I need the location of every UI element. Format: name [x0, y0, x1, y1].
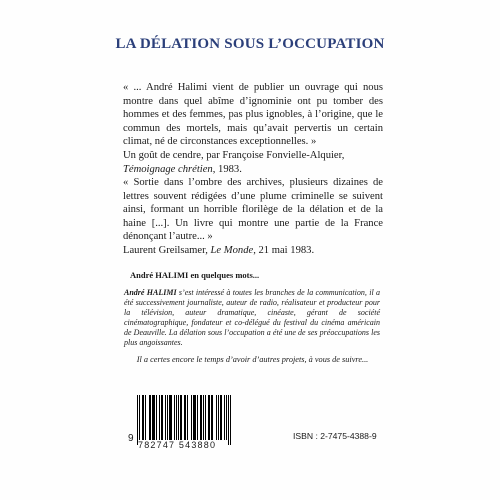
barcode-bar: [162, 395, 163, 440]
barcode-bar: [205, 395, 206, 440]
quote-2-source: [123, 244, 383, 258]
quote-2-source-suffix: , 21 mai 1983.: [253, 244, 315, 256]
quote-2-source-prefix: Laurent Greilsamer,: [123, 244, 211, 256]
quote-2-text: « Sortie dans l’ombre des archives, plusieurs dizaines de lettres souvent rédigées d’une plume criminelle se suivent ainsi, formant un horrible florilège de la délation et de la haine [...]. Un livre qui montre une partie de la France dénonçant l’autre... »: [123, 177, 383, 243]
barcode-bar: [154, 395, 155, 440]
barcode-bar: [139, 395, 140, 445]
barcode-bar: [167, 395, 168, 440]
barcode-bar: [191, 395, 192, 440]
author-bio: [124, 288, 380, 348]
quote-1-text: « ... André Halimi vient de publier un ouvrage qui nous montre dans quel abîme d’ignominie ont pu tomber des hommes et des femmes, pas plus ignobles, à l’origine, que le commun des mortels, mais qu’avait pervertis un certain climat, né de circonstances exceptionnelles. »: [123, 82, 383, 148]
barcode-bar: [137, 395, 138, 445]
barcode: [128, 395, 231, 452]
barcode-bars: [137, 395, 231, 440]
barcode-bar: [218, 395, 219, 440]
quote-1-publication: Témoignage chrétien: [123, 163, 213, 175]
barcode-lead-digit: 9: [128, 433, 134, 444]
barcode-bar: [176, 395, 177, 440]
barcode-bar: [230, 395, 231, 445]
barcode-bar: [171, 395, 172, 440]
quote-2-publication: Le Monde: [210, 244, 254, 256]
review-quote-1: [123, 81, 383, 176]
barcode-bar: [150, 395, 151, 440]
isbn: ISBN : 2-7475-4388-9: [293, 431, 377, 441]
barcode-bar: [224, 395, 225, 440]
barcode-bar: [178, 395, 179, 440]
barcode-bar: [201, 395, 202, 440]
barcode-bar: [165, 395, 166, 440]
bio-author-name: André HALIMI: [124, 288, 177, 297]
barcode-bar: [159, 395, 160, 440]
barcode-bar: [221, 395, 222, 440]
barcode-bar: [216, 395, 217, 440]
barcode-bar: [187, 395, 188, 440]
quote-1-source-suffix: , 1983.: [212, 163, 242, 175]
review-quote-2: [123, 176, 383, 258]
barcode-bar: [195, 395, 196, 440]
bio-heading: André HALIMI en quelques mots...: [130, 270, 260, 280]
bio-text: s’est intéressé à toutes les branches de la communication, il a été successivement journaliste, auteur de radio, réalisateur et producteur pour la télévision, auteur dramatique, cinéaste, gérant de société cinématographique, fondateur et co-délégué du festival du cinéma américain de Deauville. La délation sous l’occupation a été une de ses préoccupations les plus angoissantes.: [124, 288, 381, 347]
quote-1-source: [123, 149, 383, 176]
page-title: LA DÉLATION SOUS L’OCCUPATION: [115, 36, 385, 52]
barcode-bar: [197, 395, 198, 440]
quote-1-source-prefix: Un goût de cendre, par Françoise Fonvielle-Alquier,: [123, 149, 345, 161]
barcode-bar: [174, 395, 175, 440]
barcode-bar: [156, 395, 157, 440]
barcode-bar: [145, 395, 146, 440]
barcode-bar: [181, 395, 182, 440]
barcode-bar: [228, 395, 229, 445]
barcode-digits: 782747 543880: [138, 440, 217, 450]
barcode-bar: [143, 395, 144, 440]
barcode-bar: [226, 395, 227, 440]
tagline: Il a certes encore le temps d’avoir d’autres projets, à vous de suivre...: [136, 355, 369, 364]
barcode-bar: [203, 395, 204, 440]
barcode-bar: [209, 395, 210, 440]
barcode-bar: [212, 395, 213, 440]
barcode-bar: [185, 395, 186, 445]
